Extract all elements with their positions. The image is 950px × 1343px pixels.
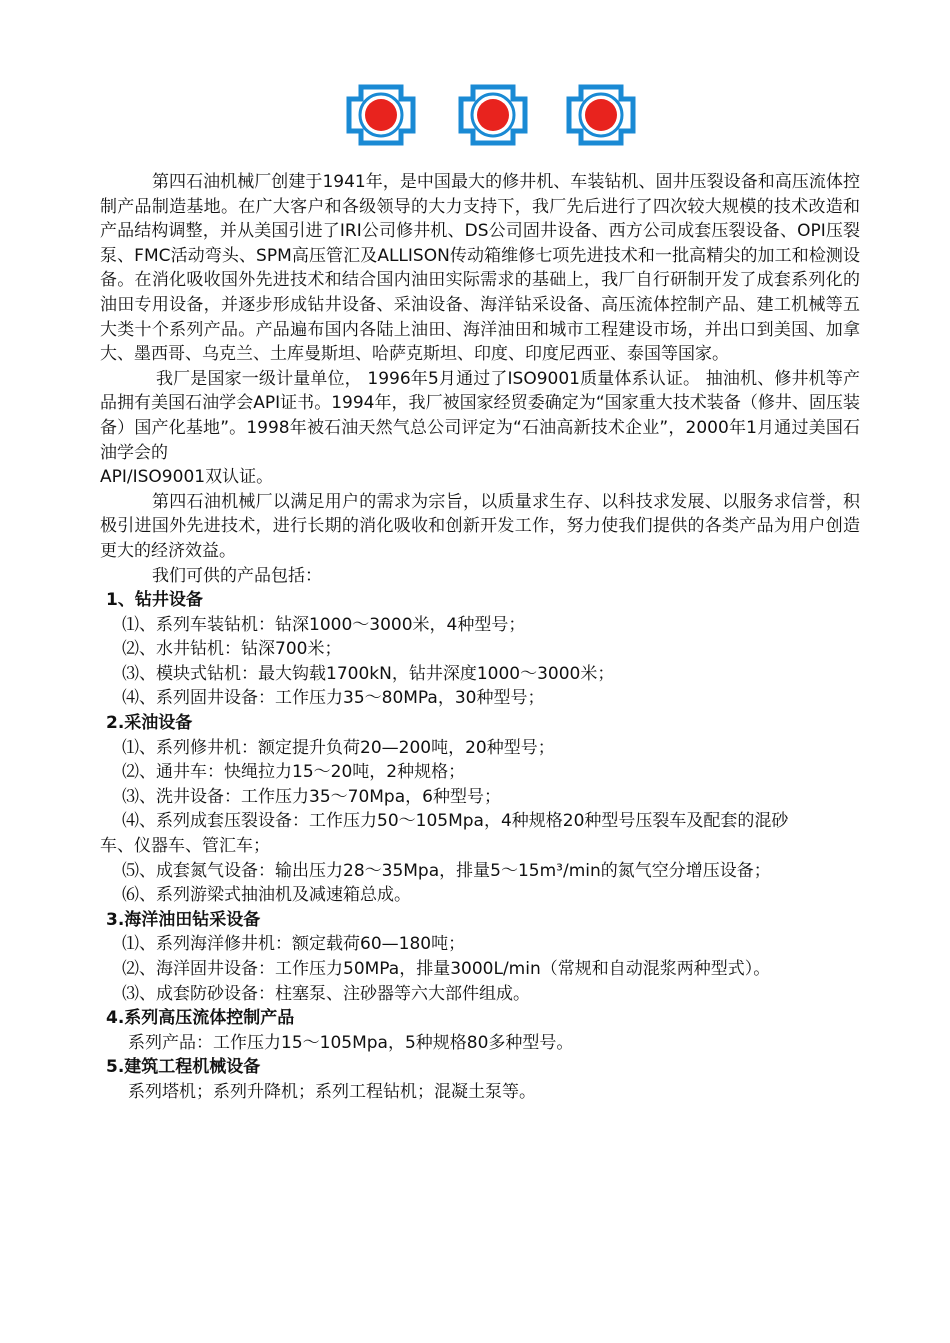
list-item: ⑴、系列海洋修井机：额定载荷60—180吨；: [122, 934, 466, 955]
red-circle-in-blue-frame-logo-icon: [457, 83, 529, 147]
list-item: ⑴、系列修井机：额定提升负荷20—200吨，20种型号；: [122, 737, 555, 758]
section-heading-drilling: 1、钻井设备: [106, 590, 203, 611]
list-item: 系列塔机；系列升降机；系列工程钻机；混凝土泵等。: [128, 1081, 536, 1102]
list-item: ⑵、海洋固井设备：工作压力50MPa，排量3000L/min（常规和自动混浆两种型式）。: [122, 959, 771, 979]
list-item: ⑸、成套氮气设备：输出压力28～35Mpa，排量5～15m³/min的氮气空分增压设备；: [122, 860, 771, 881]
list-item: ⑷、系列固井设备：工作压力35～80MPa，30种型号；: [122, 688, 545, 709]
red-circle-in-blue-frame-logo-icon: [565, 83, 637, 147]
red-circle-in-blue-frame-logo-icon: [345, 83, 417, 147]
list-item: ⑶、模块式钻机：最大钩载1700kN，钻井深度1000～3000米；: [122, 663, 615, 684]
section-heading-offshore: 3.海洋油田钻采设备: [106, 909, 261, 930]
list-item: ⑷、系列成套压裂设备：工作压力50～105Mpa，4种规格20种型号压裂车及配套的混砂: [122, 811, 789, 832]
list-item: ⑶、成套防砂设备：柱塞泵、注砂器等六大部件组成。: [122, 983, 530, 1004]
section-heading-production: 2.采油设备: [106, 713, 193, 734]
section-heading-construction: 5.建筑工程机械设备: [106, 1057, 261, 1078]
section-heading-fluid-control: 4.系列高压流体控制产品: [106, 1008, 295, 1029]
mission-paragraph: 第四石油机械厂以满足用户的需求为宗旨，以质量求生存、以科技求发展、以服务求信誉，积极引进国外先进技术，进行长期的消化吸收和创新开发工作，努力使我们提供的各类产品为用户创造更大的经济效益。: [100, 491, 860, 561]
logo-row: [0, 83, 950, 147]
certification-paragraph: 我厂是国家一级计量单位， 1996年5月通过了ISO9001质量体系认证。 抽油机、修井机等产品拥有美国石油学会API证书。1994年，我厂被国家经贸委确定为“国家重大技术装备（修井、固压装备）国产化基地”。1998年被石油天然气总公司评定为“石油高新技术企业”，2000年1月通过美国石油学会的: [100, 368, 860, 463]
products-intro: 我们可供的产品包括：: [152, 565, 322, 586]
list-item: ⑶、洗井设备：工作压力35～70Mpa，6种型号；: [122, 786, 501, 807]
intro-paragraph: 第四石油机械厂创建于1941年，是中国最大的修井机、车装钻机、固井压裂设备和高压流体控制产品制造基地。在广大客户和各级领导的大力支持下，我厂先后进行了四次较大规模的技术改造和产品结构调整，并从美国引进了IRI公司修井机、DS公司固井设备、西方公司成套压裂设备、OPI压裂泵、FMC活动弯头、SPM高压管汇及ALLISON传动箱维修七项先进技术和一批高精尖的加工和检测设备。在消化吸收国外先进技术和结合国内油田实际需求的基础上，我厂自行研制开发了成套系列化的油田专用设备，并逐步形成钻井设备、采油设备、海洋钻采设备、高压流体控制产品、建工机械等五大类十个系列产品。产品遍布国内各陆上油田、海洋油田和城市工程建设市场，并出口到美国、加拿大、墨西哥、乌克兰、土库曼斯坦、哈萨克斯坦、印度、印度尼西亚、泰国等国家。: [100, 172, 860, 365]
list-item: 系列产品：工作压力15～105Mpa，5种规格80多种型号。: [128, 1032, 574, 1053]
list-item: ⑵、水井钻机：钻深700米；: [122, 639, 342, 660]
list-item: ⑹、系列游梁式抽油机及减速箱总成。: [122, 885, 411, 906]
certification-paragraph-tail: API/ISO9001双认证。: [100, 467, 274, 488]
document-body: [100, 170, 860, 1105]
list-item-continuation: 车、仪器车、管汇车；: [100, 836, 270, 857]
list-item: ⑴、系列车装钻机：钻深1000～3000米，4种型号；: [122, 614, 526, 635]
list-item: ⑵、通井车：快绳拉力15～20吨，2种规格；: [122, 762, 466, 783]
